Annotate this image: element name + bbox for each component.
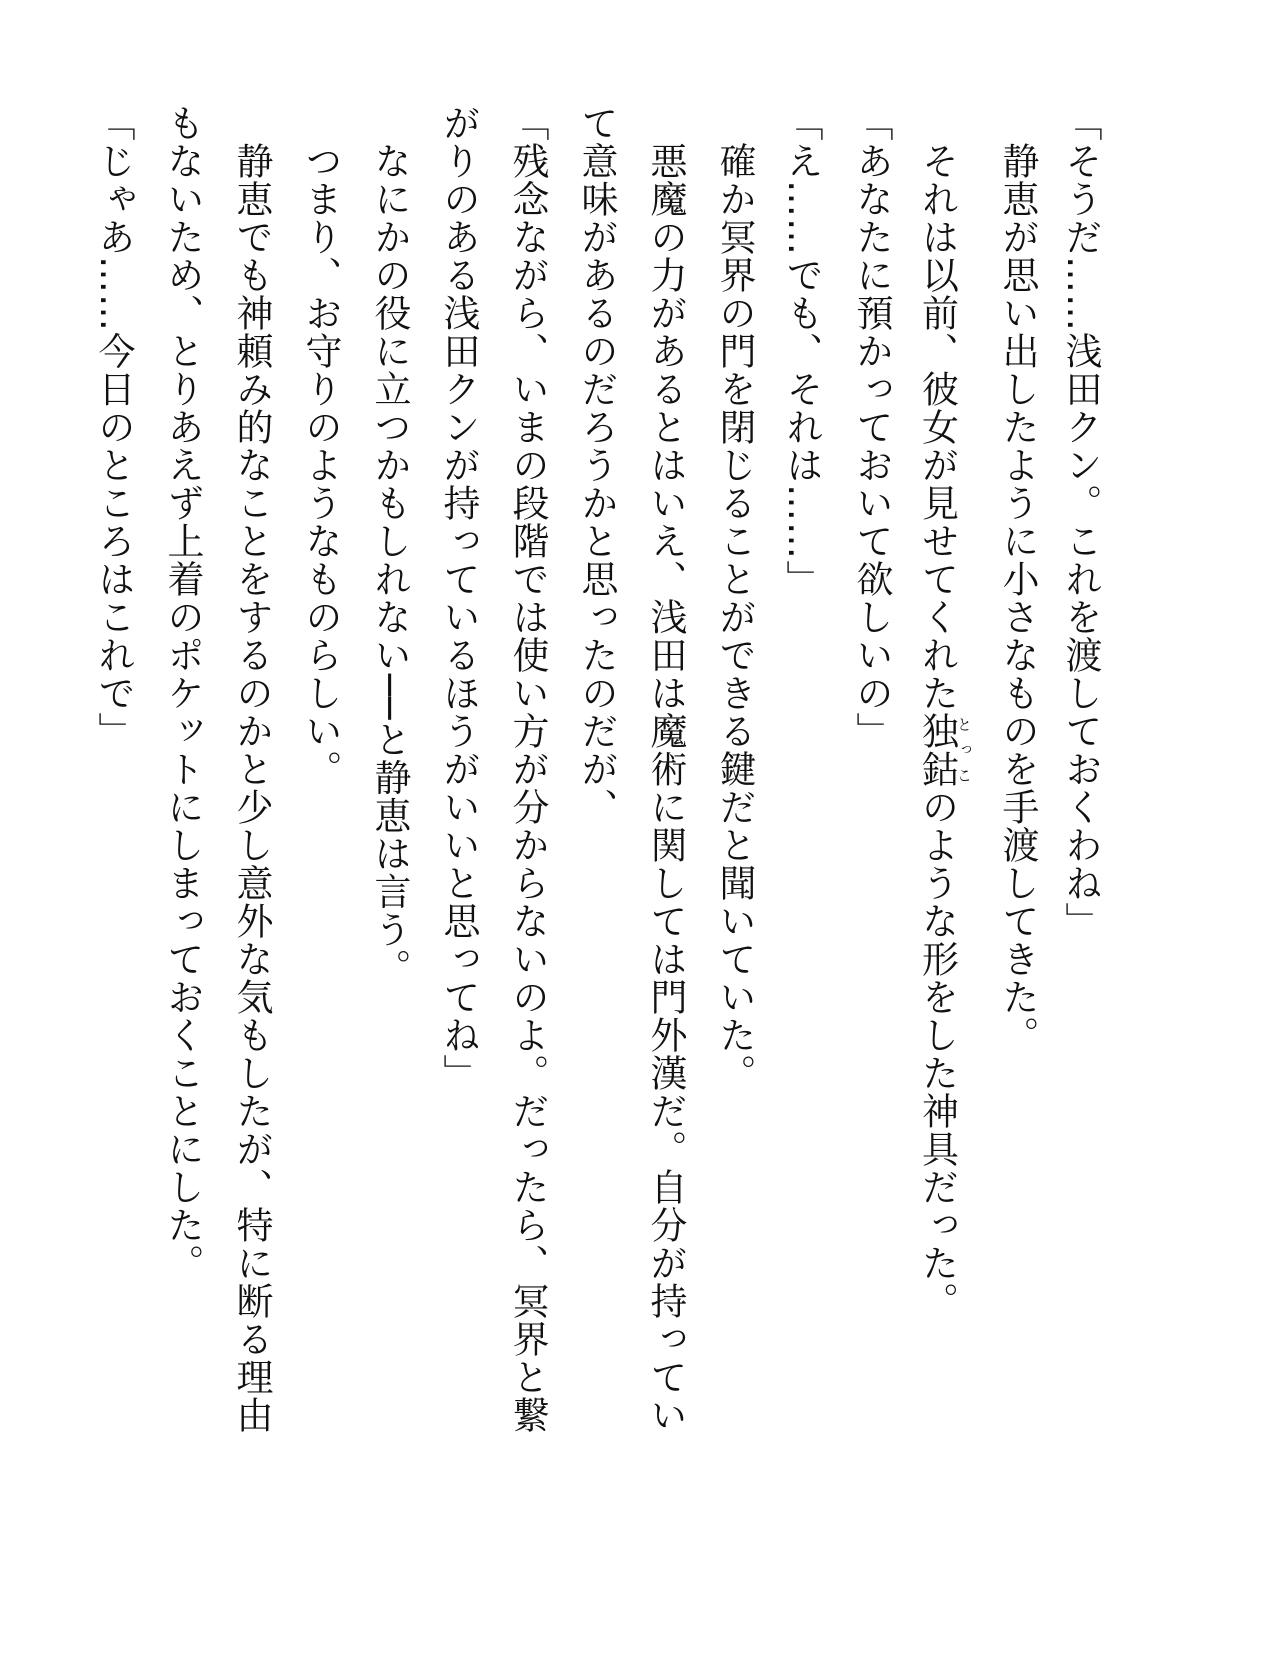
text-column-7: 悪魔の力があるとはいえ、浅田は魔術に関しては門外漢だ。自分が持ってい xyxy=(644,142,687,1434)
text-column-12: つまり、お守りのようなものらしい。 xyxy=(299,142,342,788)
ruby-annotation xyxy=(915,712,973,788)
text-column-8: て意味があるのだろうかと思ったのだが、 xyxy=(575,104,618,826)
ruby-base: 独鈷 xyxy=(915,712,959,788)
text-column-2: 静恵が思い出したように小さなものを手渡してきた。 xyxy=(996,142,1039,1054)
text-column-13: 静恵でも神頼み的なことをするのかと少し意外な気もしたが、特に断る理由 xyxy=(230,142,273,1434)
ruby-reading: とっこ xyxy=(955,712,973,788)
text-column-1: 「そうだ……浅田クン。これを渡しておくわね」 xyxy=(1059,104,1102,940)
text-column-10: がりのある浅田クンが持っているほうがいいと思ってね」 xyxy=(437,104,480,1092)
text-column-6: 確か冥界の門を閉じることができる鍵だと聞いていた。 xyxy=(713,142,756,1092)
text-column-3 xyxy=(915,104,973,1642)
text-column-14: もないため、とりあえず上着のポケットにしまっておくことにした。 xyxy=(161,104,204,1282)
text-column-15: 「じゃあ……今日のところはこれで」 xyxy=(92,104,135,750)
text-column-11: なにかの役に立つかもしれない──と静恵は言う。 xyxy=(368,142,411,987)
column-3-before: それは以前、彼女が見せてくれた xyxy=(915,142,959,712)
text-column-4: 「あなたに預かっておいて欲しいの」 xyxy=(850,104,893,750)
text-column-5: 「え……でも、それは……」 xyxy=(780,104,823,598)
column-3-after: のような形をした神具だった。 xyxy=(915,788,959,1320)
text-column-9: 「残念ながら、いまの段階では使い方が分からないのよ。だったら、冥界と繋 xyxy=(506,104,549,1434)
